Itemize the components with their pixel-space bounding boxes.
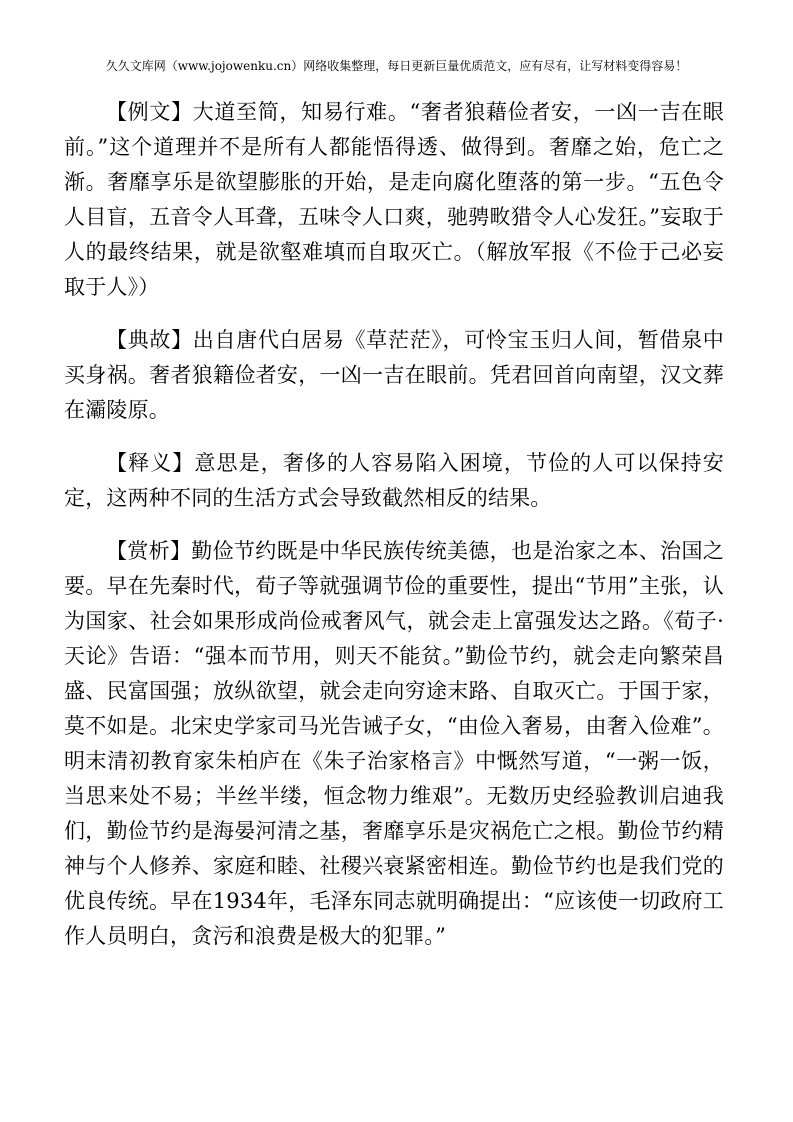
paragraph-text: 意思是，奢侈的人容易陷入困境，节俭的人可以保持安定，这两种不同的生活方式会导致截然相反的结果。 [64, 451, 724, 510]
paragraph-tag: 【例文】 [106, 100, 193, 124]
paragraph-tag: 【赏析】 [106, 539, 192, 563]
paragraph-text: 出自唐代白居易《草茫茫》，可怜宝玉归人间，暂借泉中买身祸。奢者狼籍俭者安，一凶一吉在眼前。凭君回首向南望，汉文葬在灞陵原。 [64, 328, 724, 422]
document-body [64, 95, 724, 972]
paragraph-allusion [64, 323, 724, 428]
paragraph-text: 勤俭节约既是中华民族传统美德，也是治家之本、治国之要。早在先秦时代，荀子等就强调节俭的重要性，提出“节用”主张，认为国家、社会如果形成尚俭戒奢风气，就会走上富强发达之路。《荀子·天论》告语：“强本而节用，则天不能贫。”勤俭节约，就会走向繁荣昌盛、民富国强；放纵欲望，就会走向穷途末路、自取灭亡。于国于家，莫不如是。北宋史学家司马光告诫子女，“由俭入奢易，由奢入俭难”。明末清初教育家朱柏庐在《朱子治家格言》中慨然写道，“一粥一饭，当思来处不易；半丝半缕，恒念物力维艰”。无数历史经验教训启迪我们，勤俭节约是海晏河清之基，奢靡享乐是灾祸危亡之根。勤俭节约精神与个人修养、家庭和睦、社稷兴衰紧密相连。勤俭节约也是我们党的优良传统。早在1934年，毛泽东同志就明确提出：“应该使一切政府工作人员明白，贪污和浪费是极大的犯罪。” [64, 539, 724, 948]
paragraph-text: 大道至简，知易行难。“奢者狼藉俭者安，一凶一吉在眼前。”这个道理并不是所有人都能悟得透、做得到。奢靡之始，危亡之渐。奢靡享乐是欲望膨胀的开始，是走向腐化堕落的第一步。“五色令人目盲，五音令人耳聋，五味令人口爽，驰骋畋猎令人心发狂。”妄取于人的最终结果，就是欲壑难填而自取灭亡。（解放军报《不俭于己必妄取于人》） [64, 100, 724, 299]
paragraph-appreciation [64, 534, 724, 954]
paragraph-tag: 【释义】 [106, 451, 195, 475]
paragraph-tag: 【典故】 [106, 328, 193, 352]
page-header: 久久文库网（www.jojowenku.cn）网络收集整理，每日更新巨量优质范文，应有尽有，让写材料变得容易！ [105, 59, 688, 73]
paragraph-meaning [64, 446, 724, 516]
paragraph-example [64, 95, 724, 305]
